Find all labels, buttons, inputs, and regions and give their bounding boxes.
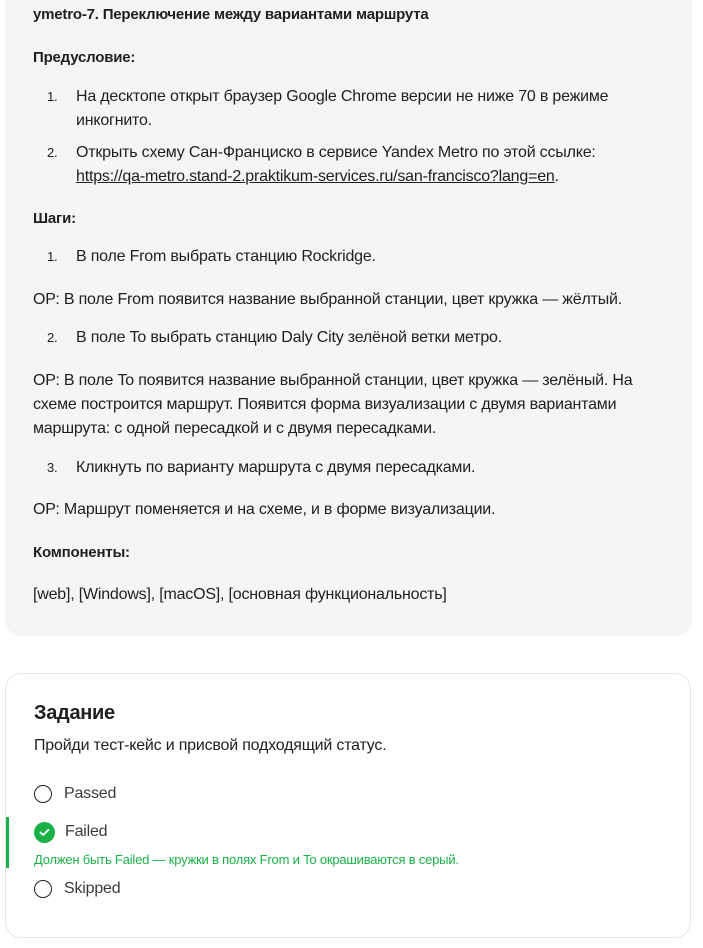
radio-unchecked-icon[interactable] [34, 785, 52, 803]
list-number: 2. [47, 145, 58, 160]
list-number: 1. [47, 89, 58, 104]
list-number: 1. [47, 249, 58, 264]
feedback-indicator-bar [6, 817, 9, 868]
radio-unchecked-icon[interactable] [34, 880, 52, 898]
feedback-message: Должен быть Failed — кружки в полях From и To окрашиваются в серый. [34, 852, 459, 867]
status-option-failed[interactable] [34, 821, 107, 843]
list-number: 2. [47, 330, 58, 345]
step-text: В поле To выбрать станцию Daly City зелёной ветки метро. [76, 329, 502, 346]
list-text: На десктопе открыт браузер Google Chrome версии не ниже 70 в режиме инкогнито. [76, 88, 609, 129]
precondition-text: Открыть схему Сан-Франциско в сервисе Yandex Metro по этой ссылке: [76, 144, 596, 161]
precondition-heading: Предусловие: [33, 49, 136, 66]
steps-heading: Шаги: [33, 210, 76, 227]
option-label: Failed [65, 823, 108, 840]
step-text: В поле From выбрать станцию Rockridge. [76, 248, 376, 265]
option-label: Skipped [64, 880, 121, 897]
status-option-passed[interactable] [34, 783, 116, 805]
step-expected-result: ОР: Маршрут поменяется и на схеме, и в форме визуализации. [33, 501, 496, 518]
option-label: Passed [64, 785, 117, 802]
step-expected-result: ОР: В поле To появится название выбранной станции, цвет кружка — зелёный. На схеме построится маршрут. Появится форма визуализации с двумя вариантами маршрута: с одной пересадкой и с двумя пересадками. [33, 372, 633, 437]
step-text: Кликнуть по варианту маршрута с двумя пересадками. [76, 459, 476, 476]
step-expected-result: ОР: В поле From появится название выбранной станции, цвет кружка — жёлтый. [33, 291, 623, 308]
checkmark-icon [39, 828, 50, 837]
list-number: 3. [47, 460, 58, 475]
components-heading: Компоненты: [33, 544, 130, 561]
radio-checked-icon[interactable] [34, 822, 55, 843]
link-suffix: . [554, 168, 559, 185]
task-title: Задание [34, 702, 115, 724]
metro-link[interactable]: https://qa-metro.stand-2.praktikum-services.ru/san-francisco?lang=en [76, 168, 555, 185]
list-text [76, 141, 676, 189]
components-text: [web], [Windows], [macOS], [основная функциональность] [33, 586, 447, 603]
task-description: Пройди тест-кейс и присвой подходящий статус. [34, 737, 387, 754]
test-case-title: ymetro-7. Переключение между вариантами маршрута [33, 6, 429, 23]
status-option-skipped[interactable] [34, 878, 120, 900]
